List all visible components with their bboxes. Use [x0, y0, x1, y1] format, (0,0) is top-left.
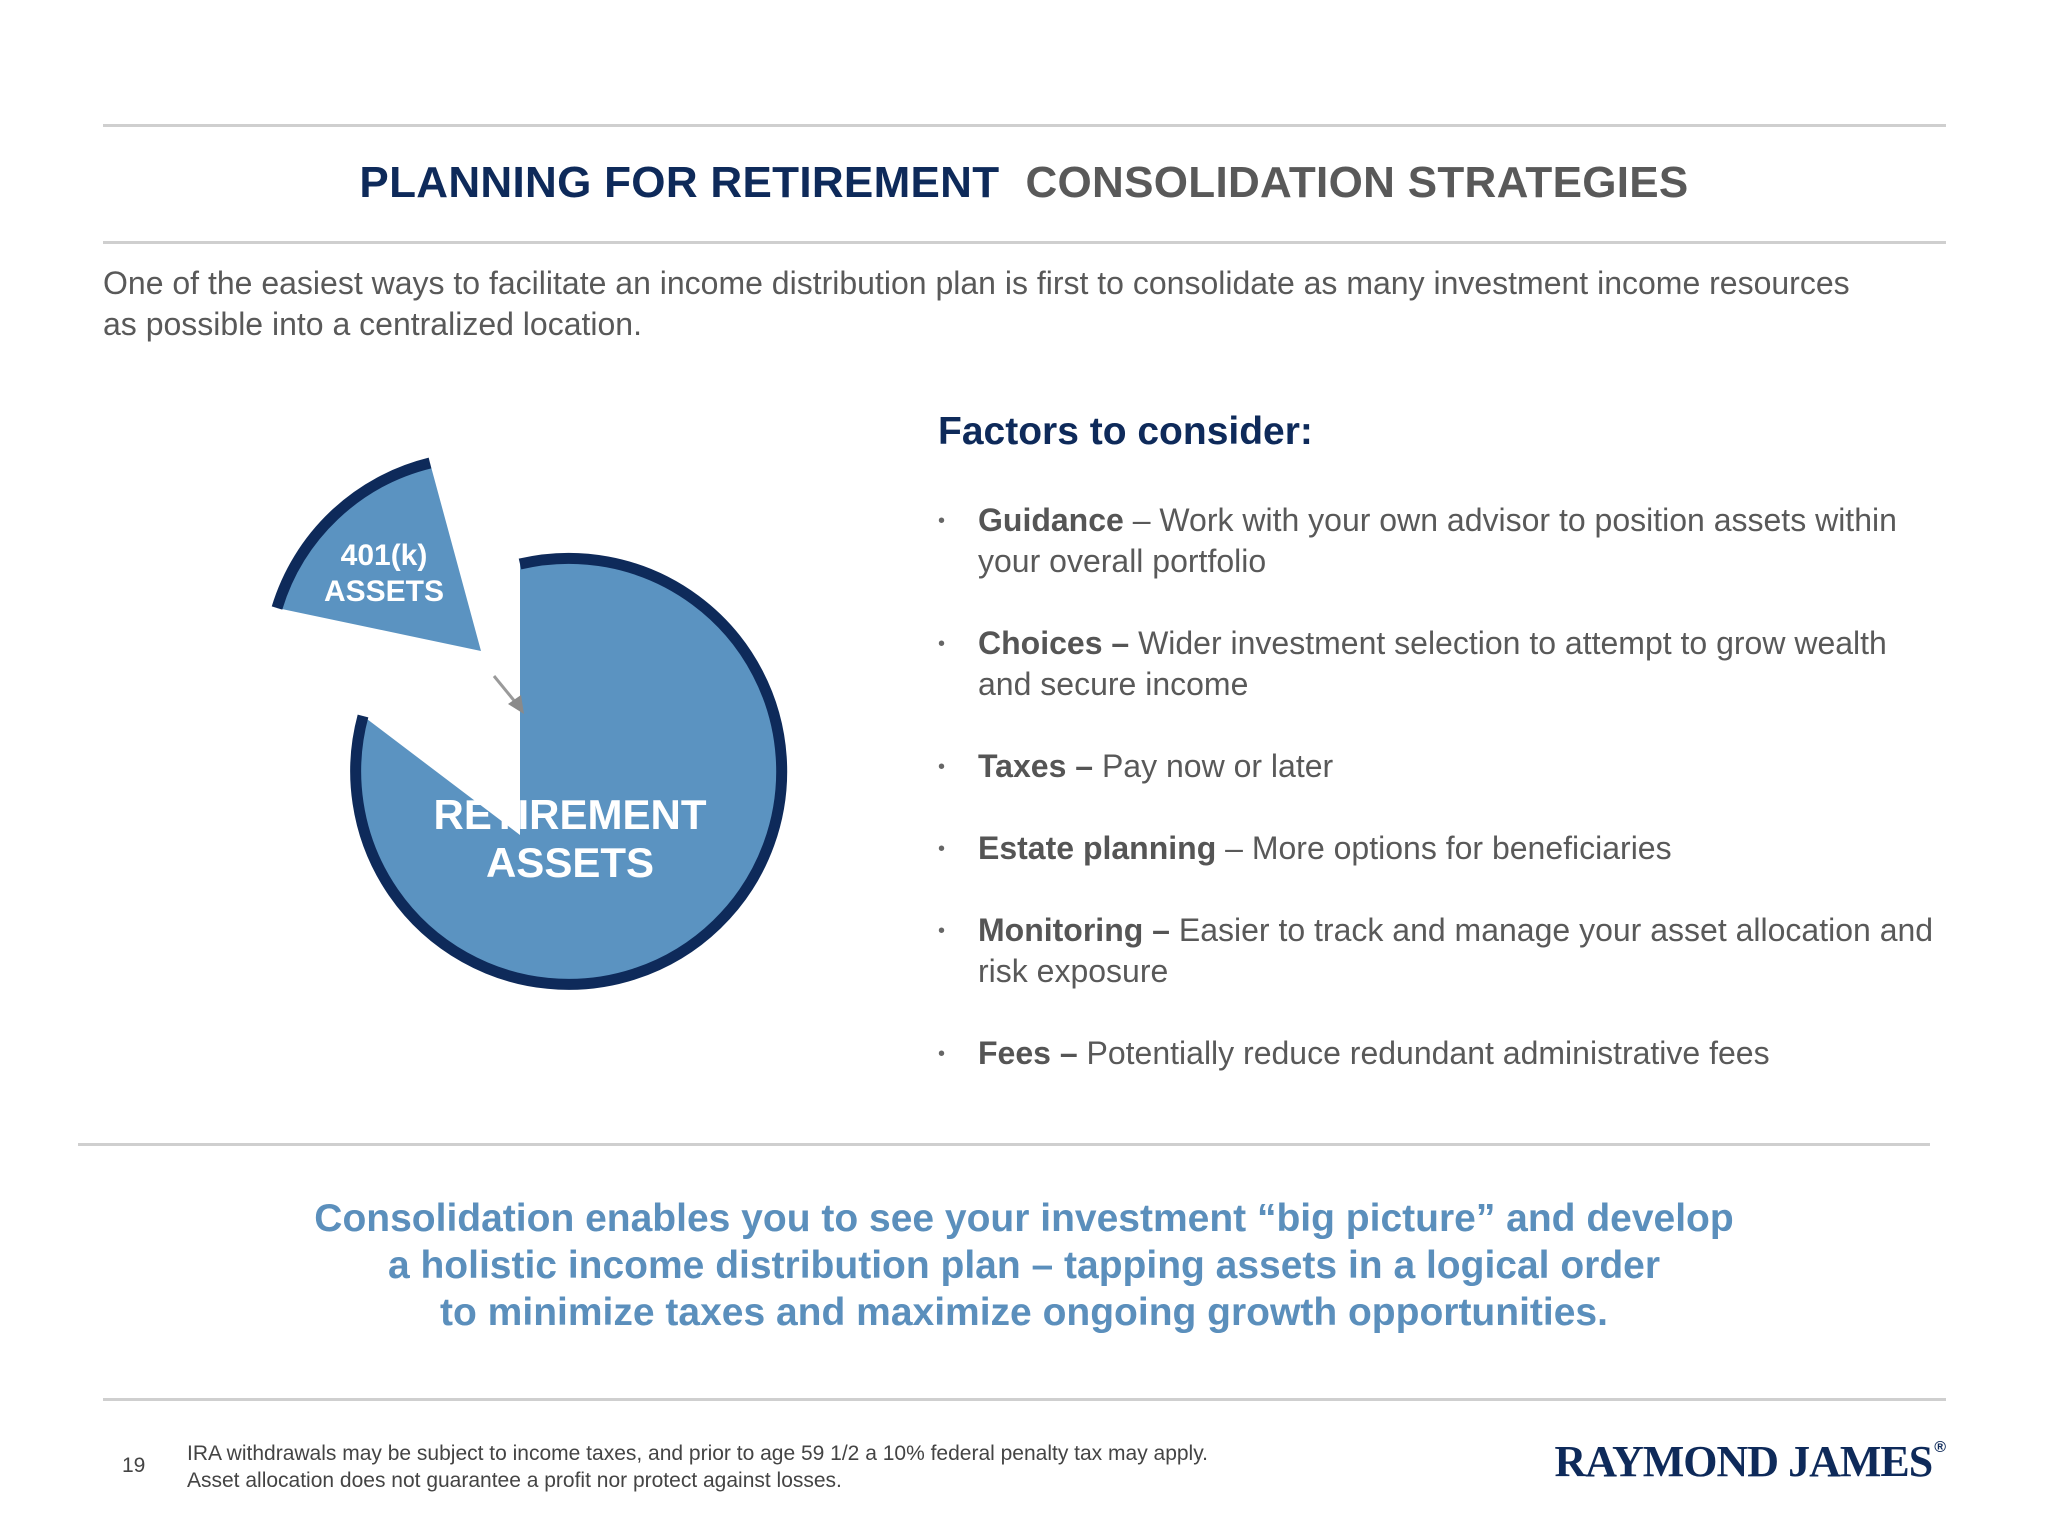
factor-text: Work with your own advisor to position assets within your overall portfolio [978, 502, 1897, 579]
arrow-line [494, 676, 516, 703]
consolidation-figure [262, 440, 812, 1010]
title-divider [103, 241, 1946, 244]
logo-text: RAYMOND JAMES [1554, 1437, 1933, 1486]
401k-label-line1: 401(k) [340, 539, 428, 572]
bullet-icon: • [938, 510, 946, 532]
retirement-label-line2: ASSETS [485, 839, 655, 886]
bullet-icon: • [938, 920, 946, 942]
top-divider [103, 124, 1946, 127]
bullet-icon: • [938, 1043, 946, 1065]
disclaimer-line-2: Asset allocation does not guarantee a profit nor protect against losses. [187, 1469, 842, 1492]
conclusion-line-3: to minimize taxes and maximize ongoing growth opportunities. [440, 1291, 1608, 1334]
factor-text: Potentially reduce redundant administrative fees [1086, 1035, 1770, 1071]
factor-term: Fees – [978, 1035, 1087, 1071]
factor-text: Wider investment selection to attempt to grow wealth and secure income [978, 625, 1887, 702]
list-item [938, 746, 1938, 787]
factor-term: Taxes – [978, 748, 1102, 784]
conclusion-statement [0, 1195, 2048, 1336]
footer-disclaimer [187, 1440, 1208, 1494]
list-item [938, 828, 1938, 869]
retirement-label-line1: RETIREMENT [433, 791, 707, 838]
factor-term: Monitoring – [978, 912, 1179, 948]
bullet-icon: • [938, 633, 946, 655]
factor-text: Pay now or later [1101, 748, 1334, 784]
title-part-2: CONSOLIDATION STRATEGIES [1025, 158, 1689, 207]
factors-heading: Factors to consider: [938, 410, 1313, 453]
list-item [938, 910, 1938, 992]
list-item [938, 500, 1938, 582]
factor-term: Choices – [978, 625, 1139, 661]
factor-separator: – [1123, 502, 1160, 538]
bullet-icon: • [938, 838, 946, 860]
conclusion-line-2: a holistic income distribution plan – tapping assets in a logical order [387, 1244, 1661, 1287]
page-title [0, 158, 2048, 208]
factor-text: Easier to track and manage your asset allocation and risk exposure [978, 912, 1934, 989]
page-number: 19 [122, 1454, 146, 1477]
footer-divider [103, 1398, 1946, 1401]
list-item [938, 1033, 1938, 1074]
factor-term: Guidance [978, 502, 1124, 538]
401k-label-line2: ASSETS [323, 575, 445, 608]
conclusion-line-1: Consolidation enables you to see your investment “big picture” and develop [314, 1197, 1734, 1240]
bullet-icon: • [938, 756, 946, 778]
disclaimer-line-1: IRA withdrawals may be subject to income taxes, and prior to age 59 1/2 a 10% federal penalty tax may apply. [187, 1442, 1209, 1465]
intro-paragraph: One of the easiest ways to facilitate an income distribution plan is first to consolidate as many investment income resources as possible into a centralized location. [103, 265, 1850, 342]
list-item [938, 623, 1938, 705]
title-part-1: PLANNING FOR RETIREMENT [359, 158, 1000, 207]
factor-separator: – [1216, 830, 1252, 866]
conclusion-divider [78, 1143, 1930, 1146]
factor-text: More options for beneficiaries [1251, 830, 1672, 866]
factor-term: Estate planning [978, 830, 1217, 866]
raymond-james-logo [1554, 1436, 1946, 1487]
pie-diagram [262, 440, 812, 1010]
registered-mark-icon: ® [1934, 1439, 1946, 1456]
factors-list [938, 500, 1938, 1115]
